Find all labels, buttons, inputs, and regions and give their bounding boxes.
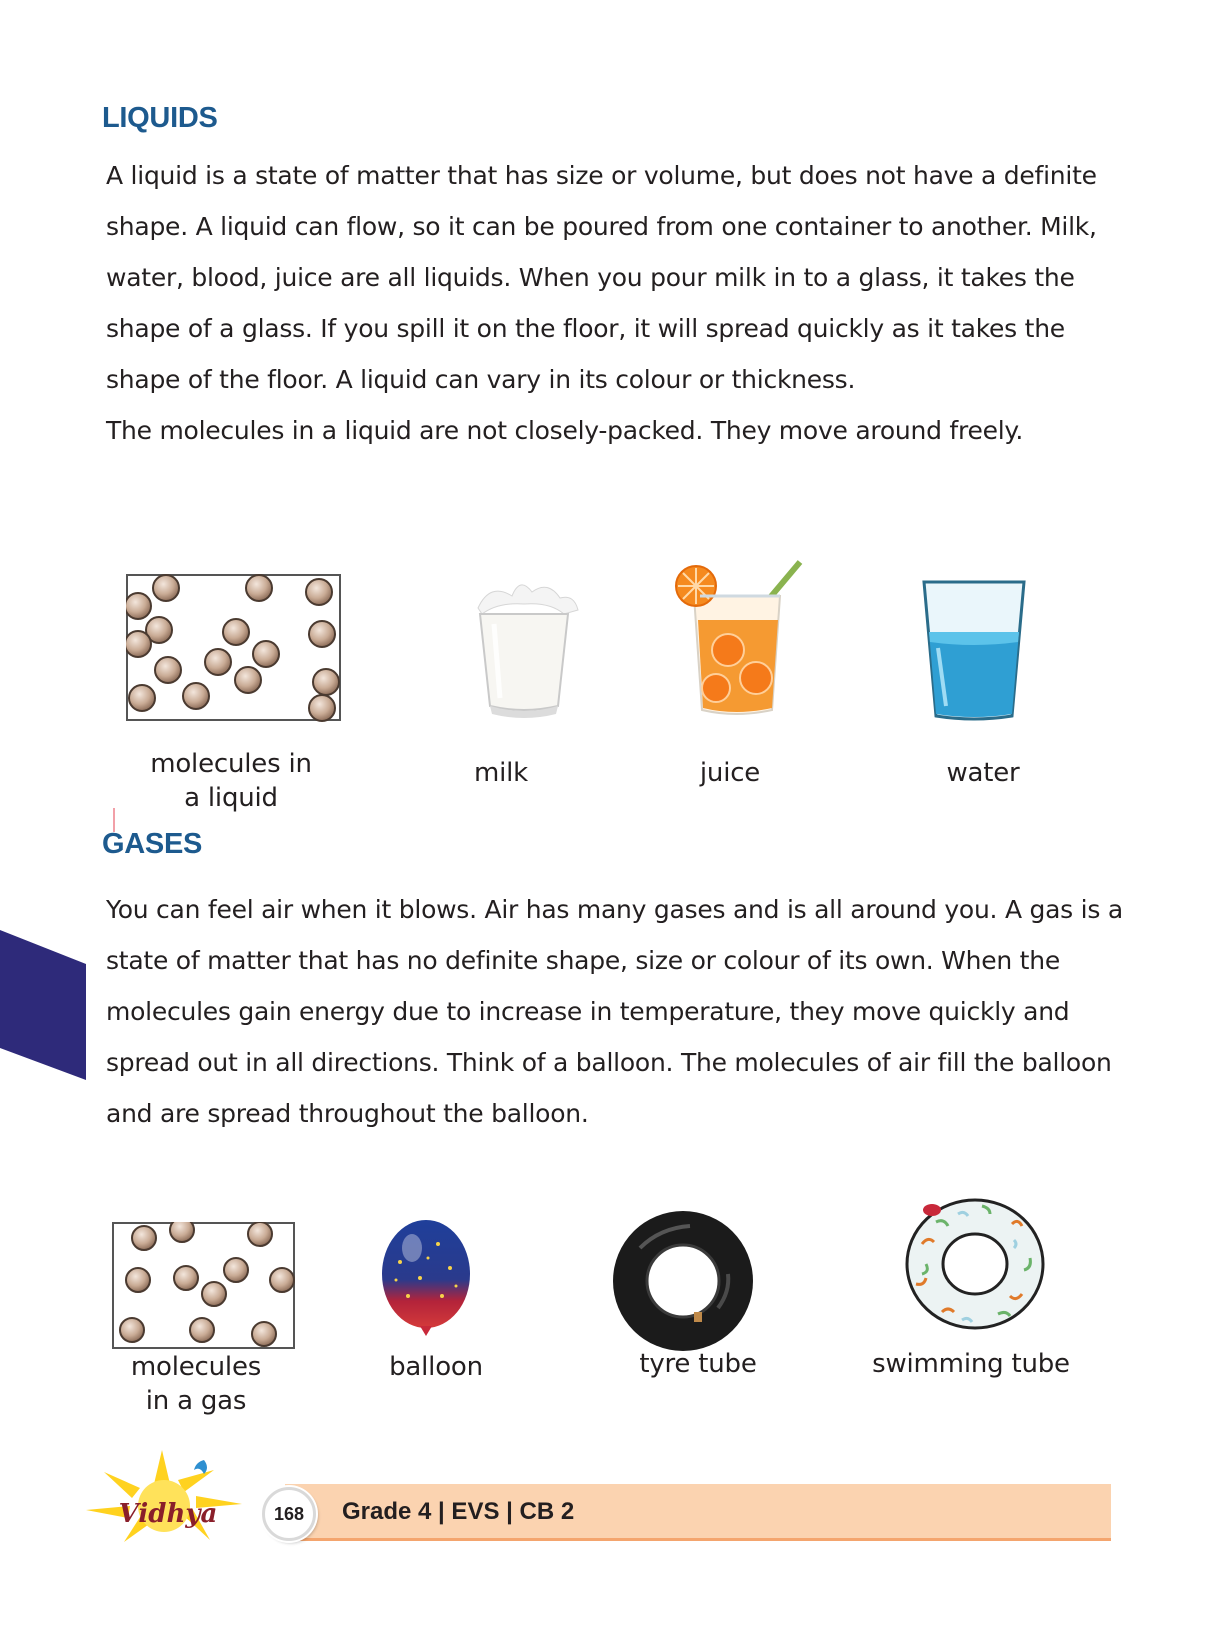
liquids-heading: LIQUIDS: [102, 102, 218, 134]
liquids-text: [106, 150, 1136, 456]
swimming-tube-image: [902, 1194, 1048, 1334]
caption-balloon: balloon: [389, 1352, 483, 1382]
tyre-tube-image: [610, 1208, 756, 1354]
caption-tyre-tube: tyre tube: [639, 1349, 757, 1379]
caption-milk: milk: [473, 758, 529, 788]
caption-molecules-liquid-line1: molecules in: [150, 749, 312, 779]
caption-juice: juice: [699, 758, 761, 788]
caption-water: water: [946, 758, 1020, 788]
caption-molecules-gas-line1: molecules: [130, 1352, 262, 1382]
water-glass-image: [920, 578, 1028, 722]
liquid-molecules-diagram: [126, 574, 342, 722]
gases-heading: GASES: [102, 828, 203, 860]
juice-glass-image: [668, 560, 816, 726]
caption-molecules-liquid: [136, 747, 326, 815]
balloon-image: [380, 1218, 472, 1354]
page-number: 168: [262, 1487, 316, 1541]
caption-swimming-tube: swimming tube: [872, 1349, 1070, 1379]
gas-molecules-diagram: [112, 1222, 296, 1350]
footer-title: Grade 4 | EVS | CB 2: [342, 1498, 575, 1525]
vidhya-logo: [84, 1448, 254, 1544]
caption-molecules-gas: [108, 1350, 284, 1418]
liquids-paragraph-2: The molecules in a liquid are not closely-packed. They move around freely.: [106, 416, 1024, 445]
milk-glass-image: [460, 574, 588, 722]
caption-molecules-liquid-line2: a liquid: [184, 783, 278, 813]
logo-text: Vidhya: [118, 1499, 218, 1529]
side-tab-marker: [0, 930, 90, 1080]
caption-molecules-gas-line2: in a gas: [145, 1386, 247, 1416]
gases-text: [106, 884, 1136, 1139]
liquids-paragraph-1: A liquid is a state of matter that has size or volume, but does not have a definite shape. A liquid can flow, so it can be poured from one container to another. Milk, water, blood, juice are all liquids. When you pour milk in to a glass, it takes the shape of a glass. If you spill it on the floor, it will spread quickly as it takes the shape of the floor. A liquid can vary in its colour or thickness.: [106, 161, 1097, 394]
gases-paragraph-1: You can feel air when it blows. Air has many gases and is all around you. A gas is a state of matter that has no definite shape, size or colour of its own. When the molecules gain energy due to increase in temperature, they move quickly and spread out in all directions. Think of a balloon. The molecules of air fill the balloon and are spread throughout the balloon.: [106, 895, 1123, 1128]
